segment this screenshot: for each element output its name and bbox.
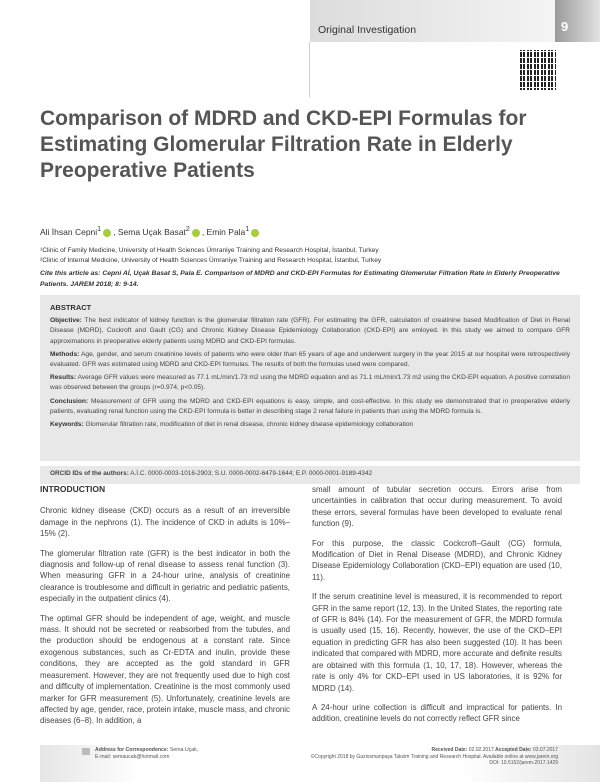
section-header <box>310 0 555 42</box>
paragraph: For this purpose, the classic Cockcroft–Gault (CG) formula, Modification of Diet in Renal Disease (MDRD), and Chronic Kidney Disease Epidemiology Collaboration (CKD–EPI) equation are used (10, 11). <box>312 538 562 582</box>
label: Conclusion: <box>50 397 89 405</box>
author-name: Ali İhsan Cepni <box>40 226 98 237</box>
page-number-tab <box>555 0 600 42</box>
orcid-icon[interactable] <box>103 229 111 237</box>
abstract-results <box>50 373 570 393</box>
right-column <box>312 484 562 733</box>
abstract-objective <box>50 316 570 347</box>
footer <box>40 745 600 782</box>
paragraph: small amount of tubular secretion occurs. Errors arise from uncertainties in calibration that occur during measurement. To avoid these errors, several formulas have been developed to evaluate renal function (9). <box>312 485 562 529</box>
author-affil: 1 <box>245 225 250 233</box>
section-heading: INTRODUCTION <box>40 484 106 494</box>
qr-code <box>520 50 556 90</box>
doi: DOI: 10.5152/jarem.2017.1429 <box>489 760 558 766</box>
text: Average GFR values were measured as 77.1 mL/min/1.73 m2 using the MDRD equation and as 71.1 mL/min/1.73 m2 using the CKD-EPI equation. A positive correlation was observed between the groups (r=0.974, p<0.05). <box>50 374 570 392</box>
text: Measurement of GFR using the MDRD and CKD-EPI equations is easy, simple, and cost-effective. In this study we demonstrated that in preoperative elderly patients, evaluating renal function using the CKD-EPI formula is better in describing stage 2 renal failure in patients than using the MDRD formula is. <box>50 397 570 415</box>
author-list: Ali İhsan Cepni$^1$ , Sema Uçak Basat$^2$ , Emin Pala$^1$ <box>40 225 261 237</box>
paragraph: The optimal GFR should be independent of age, weight, and muscle mass. It should not be secreted or reabsorbed from the tubules, and the production should be endogenous at a constant rate. Since exogenous substances, such as Cr-EDTA and inulin, provide these conditions, they are accepted as the gold standard in GFR measurement. However, they are not frequently used due to high cost and difficulty of implementation. Creatinine is the most commonly used marker for GFR measurement (5). Unfortunately, creatinine levels are affected by age, gender, race, protein intake, muscle mass, and chronic diseases (6–8). In addition, a <box>40 613 290 726</box>
abstract-methods <box>50 350 570 370</box>
author-name: Sema Uçak Basat <box>117 226 186 237</box>
label: Methods: <box>50 350 80 358</box>
label: Results: <box>50 374 77 382</box>
page-number: 9 <box>561 19 569 34</box>
abstract-keywords <box>50 420 570 430</box>
affiliations <box>40 246 381 266</box>
text: The best indicator of kidney function is the glomerular filtration rate (GFR). For estimating the GFR, calculation of creatinine based Modification of Diet in Renal Disease (MDRD), Cockroft and Gault (CG) and Chronic Kidney Disease Epidemiology Collaboration (CKD-EPI) are emloyed. In this study we aimed to compare GFR approximations in preoperative elderly patients using MDRD and CKD-EPI formulas. <box>50 317 570 345</box>
author-affil: 1 <box>97 225 102 233</box>
label: Address for Correspondence: <box>95 747 169 753</box>
author-affil: 2 <box>185 225 190 233</box>
paragraph: A 24-hour urine collection is difficult and impractical for patients. In addition, creatinine levels do not correctly reflect GFR since <box>312 702 562 724</box>
publication-info <box>311 747 558 767</box>
email: E-mail: semaucak@hotmail.com <box>95 753 170 760</box>
divider <box>309 42 310 97</box>
label: Objective: <box>50 317 82 325</box>
label: Keywords: <box>50 421 84 429</box>
affiliation: ¹Clinic of Family Medicine, University of Health Sciences Ümraniye Training and Research Hospital, İstanbul, Turkey <box>40 247 379 254</box>
text: Glomerular filtration rate, modification of diet in renal disease, chronic kidney disease epidemiology collaboration <box>83 421 414 429</box>
citation: Cite this article as: Cepni Aİ, Uçak Basat S, Pala E. Comparison of MDRD and CKD-EPI Formulas for Estimating Glomerular Filtration Rate in Elderly Preoperative Patients. JAREM 2018; 8: 9-14. <box>40 270 560 288</box>
orcid-icon[interactable] <box>251 229 259 237</box>
label: ORCID IDs of the authors: <box>50 470 129 477</box>
section-label: Original Investigation <box>318 24 417 36</box>
text: Sema Uçak, <box>168 747 199 753</box>
orcid-box <box>40 466 580 484</box>
affiliation: ²Clinic of Internal Medicine, University of Health Sciences Ümraniye Training and Research Hospital, İstanbul, Turkey <box>40 257 382 264</box>
paragraph: The glomerular filtration rate (GFR) is the best indicator in both the diagnosis and follow-up of renal disease to assess renal function (3). When measuring GFR in a 24-hour urine, analysis of creatinine clearance is troublesome and difficult in geriatric and pediatric patients, especially in the outpatient clinics (4). <box>40 548 290 604</box>
abstract-heading: ABSTRACT <box>50 303 92 312</box>
copyright: ©Copyright 2018 by Gaziosmanpaşa Taksim Training and Research Hospital. Available online at www.jarem.org <box>310 753 558 760</box>
label: Accepted Date: <box>495 747 532 753</box>
left-column <box>40 484 290 735</box>
text: Age, gender, and serum creatinine levels of patients who were older than 65 years of age and underwent surgery in the year 2015 at our hospital were retrospectively evaluated. GFR was estimated using MDRD and CKD-EPI formulas. The results of both the formulas used were compared. <box>50 350 570 369</box>
text: 02.02.2017 <box>467 747 496 753</box>
abstract-box <box>40 295 580 461</box>
orcid-icon[interactable] <box>192 229 200 237</box>
paragraph: Chronic kidney disease (CKD) occurs as a result of an irreversible damage in the nephrons (1). The incidence of CKD in adults is 10%–15% (2). <box>40 506 290 539</box>
author-name: Emin Pala <box>206 226 246 237</box>
abstract-conclusion <box>50 397 570 417</box>
label: Received Date: <box>431 747 468 753</box>
envelope-icon <box>82 748 90 755</box>
correspondence <box>95 747 198 760</box>
paragraph: If the serum creatinine level is measured, it is recommended to report GFR in the same report (12, 13). In the United States, the reporting rate of GFR is 84% (14). For the measurement of GFR, the MDRD formula is usually used (15, 16). Recently, however, the use of the CKD–EPI equation in predicting GFR has also been suggested (10). It has been indicated that compared with MDRD, more accurate and definite results are obtained with this formula (1, 10, 17, 18). However, whereas the rate is only 4% for CKD–EPI used in US laboratories, it is 92% for MDRD (14). <box>312 592 562 693</box>
text: A.İ.C. 0000-0003-1016-2903; S.U. 0000-0002-6479-1644; E.P. 0000-0001-9189-4342 <box>128 470 373 477</box>
text: 03.07.2017 <box>531 747 558 753</box>
article-title: Comparison of MDRD and CKD-EPI Formulas for Estimating Glomerular Filtration Rate in Elderly Preoperative Patients <box>40 107 527 182</box>
